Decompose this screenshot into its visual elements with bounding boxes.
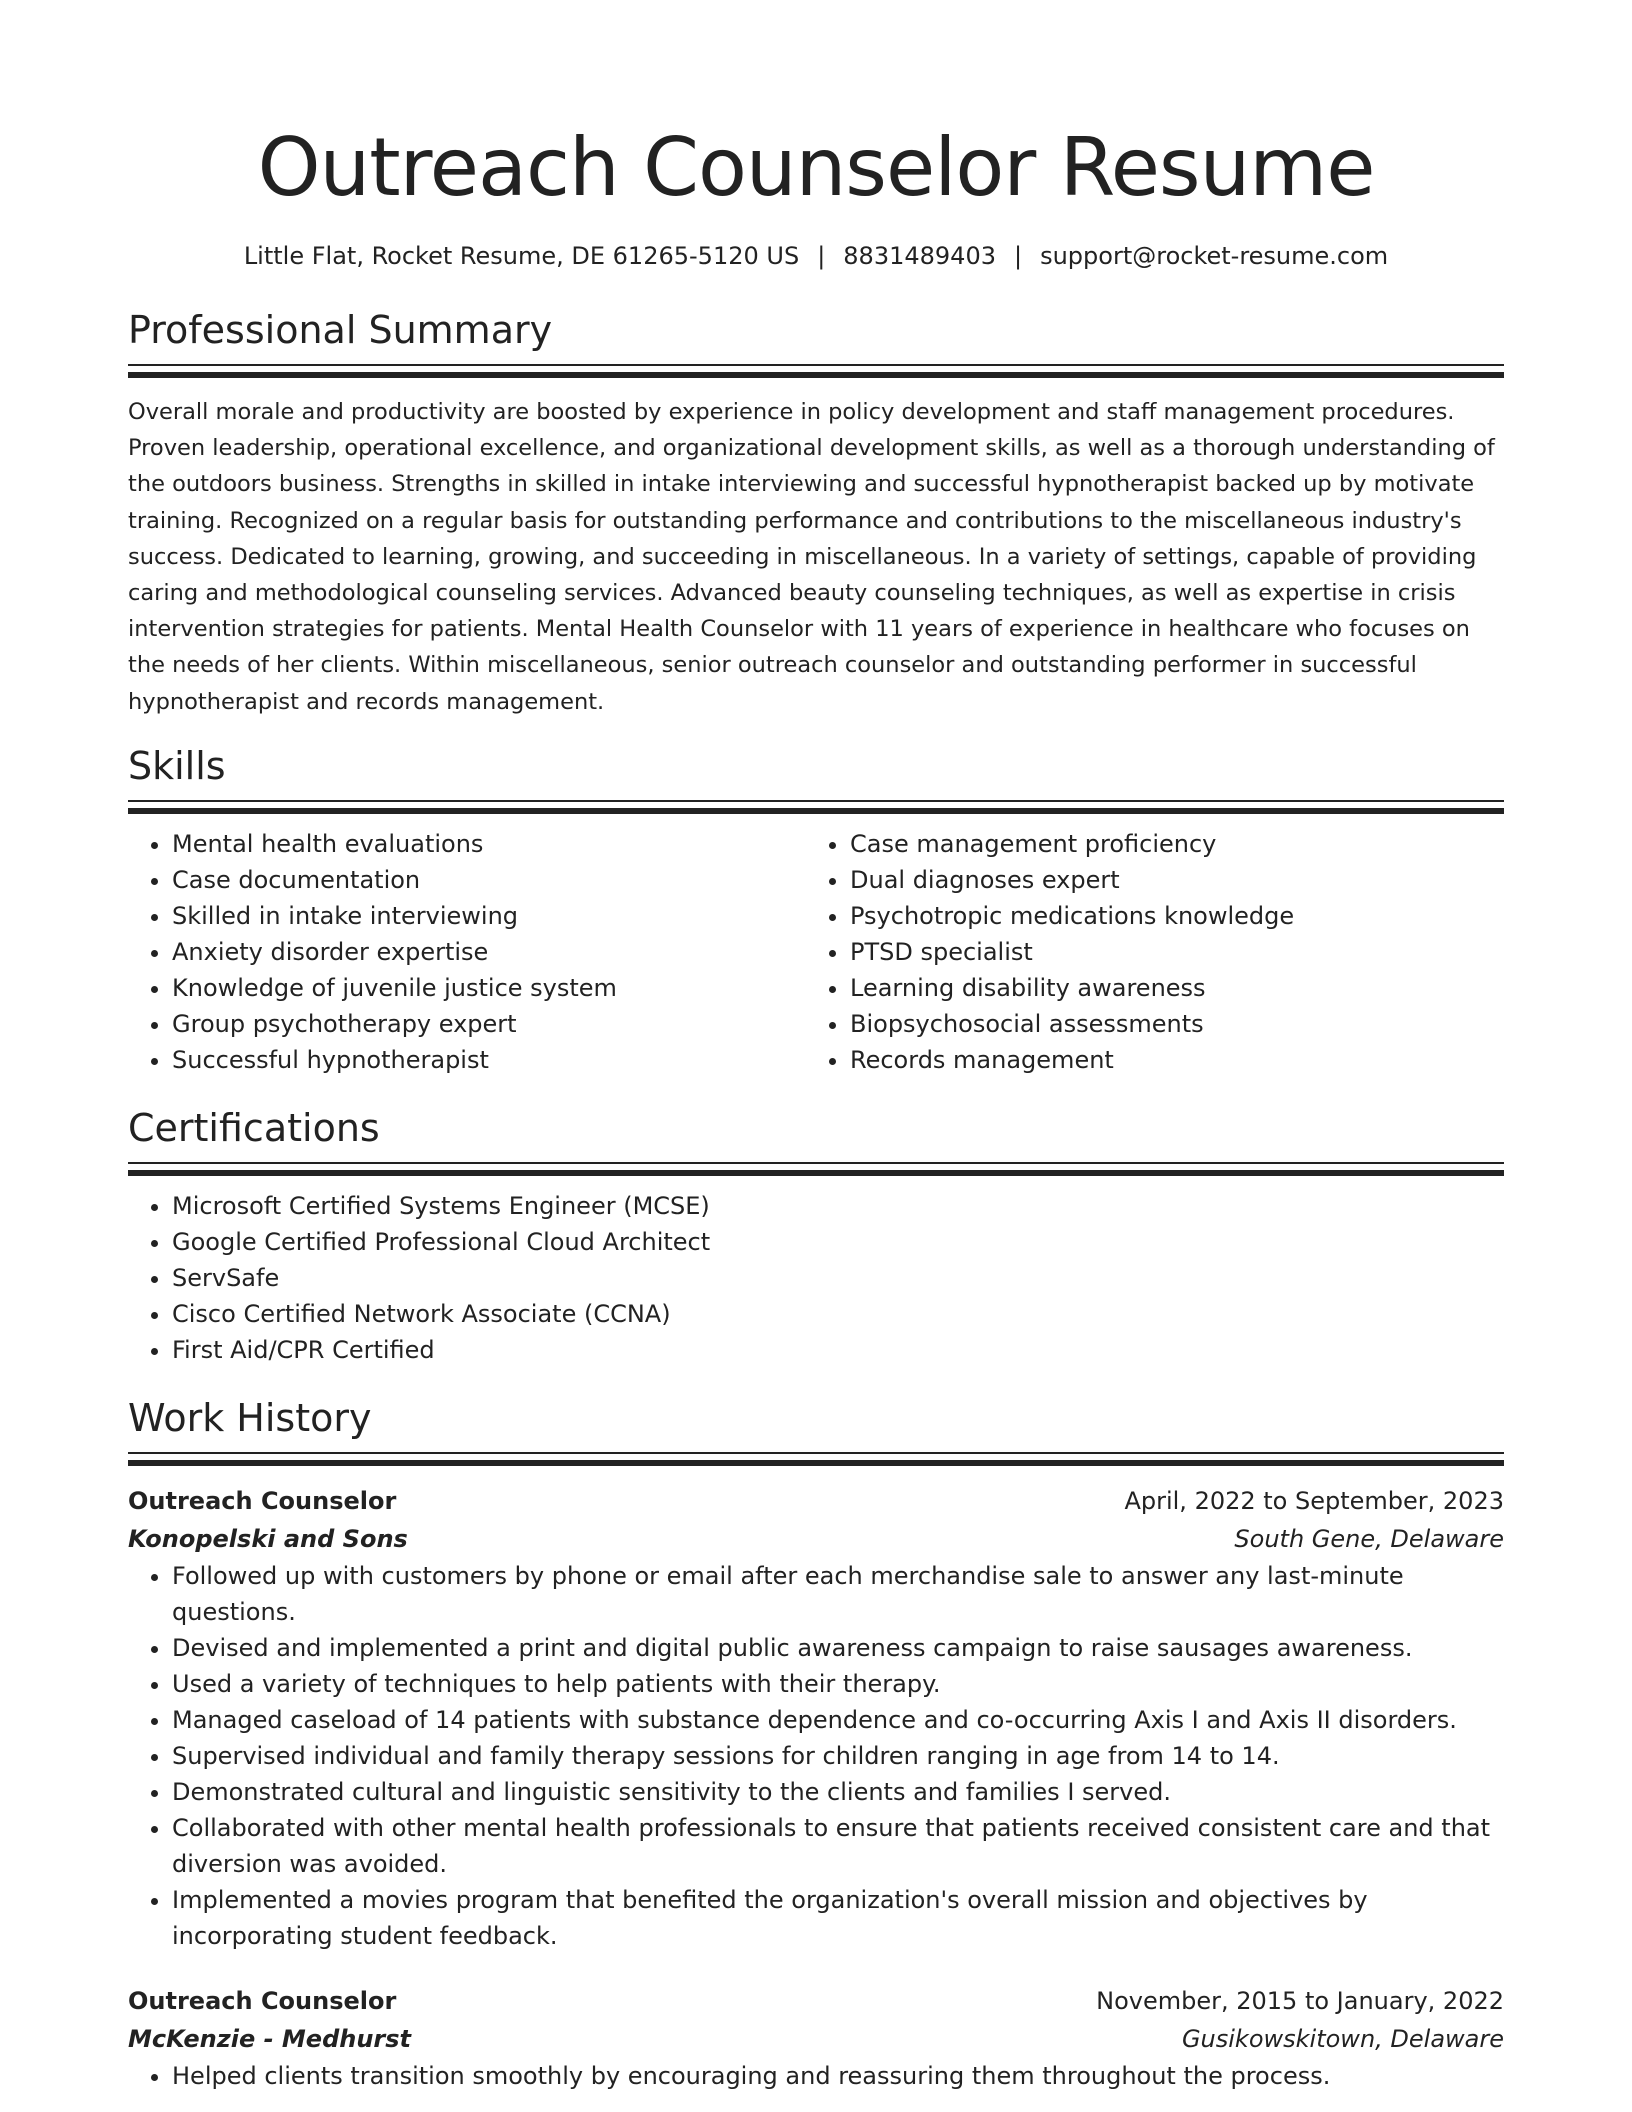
work-history-section: [128, 1394, 1504, 2094]
section-divider: [128, 1452, 1504, 1468]
job-location: South Gene, Delaware: [1234, 1524, 1504, 1553]
job-entry: [128, 1982, 1504, 2094]
section-divider: [128, 364, 1504, 380]
job-bullet: • Devised and implemented a print and digital public awareness campaign to raise sausages awareness.: [172, 1630, 1504, 1666]
job-bullet: • Supervised individual and family therapy sessions for children ranging in age from 14 to 14.: [172, 1738, 1504, 1774]
section-title: Skills: [128, 743, 226, 788]
job-location: Gusikowskitown, Delaware: [1181, 2024, 1504, 2053]
certification-item: • Microsoft Certified Systems Engineer (MCSE): [172, 1188, 1504, 1224]
job-bullets: [128, 2058, 1504, 2094]
contact-email: support@rocket-resume.com: [1040, 242, 1389, 270]
resume-title: Outreach Counselor Resume: [257, 121, 1375, 214]
skill-item: • Group psychotherapy expert: [172, 1006, 806, 1042]
skill-item: • Knowledge of juvenile justice system: [172, 970, 806, 1006]
skill-item: • Records management: [850, 1042, 1484, 1078]
skill-item: • PTSD specialist: [850, 934, 1484, 970]
job-entry: [128, 1482, 1504, 1954]
job-dates: November, 2015 to January, 2022: [1096, 1986, 1504, 2015]
job-title: Outreach Counselor: [128, 1486, 397, 1515]
summary-text: Overall morale and productivity are boosted by experience in policy development and staff management procedures. Proven leadership, operational excellence, and organizational development skills, as well as a thorough understanding of the outdoors business. Strengths in skilled in intake interviewing and successful hypnotherapist backed up by motivate training. Recognized on a regular basis for outstanding performance and contributions to the miscellaneous industry's success. Dedicated to learning, growing, and succeeding in miscellaneous. In a variety of settings, capable of providing caring and methodological counseling services. Advanced beauty counseling techniques, as well as expertise in crisis intervention strategies for patients. Mental Health Counselor with 11 years of experience in healthcare who focuses on the needs of her clients. Within miscellaneous, senior outreach counselor and outstanding performer in successful hypnotherapist and records management.: [128, 399, 1495, 715]
section-title: Professional Summary: [128, 308, 553, 352]
job-bullet: • Helped clients transition smoothly by encouraging and reassuring them throughout the process.: [172, 2058, 1504, 2094]
skill-item: • Psychotropic medications knowledge: [850, 898, 1484, 934]
job-company: McKenzie - Medhurst: [128, 2024, 412, 2053]
job-company: Konopelski and Sons: [128, 1524, 408, 1553]
section-title: Certifications: [128, 1105, 380, 1150]
section-divider: [128, 800, 1504, 816]
certification-item: • ServSafe: [172, 1260, 1504, 1296]
skill-item: • Mental health evaluations: [172, 826, 806, 862]
skill-item: • Case management proficiency: [850, 826, 1484, 862]
skills-column-right: [806, 826, 1484, 1078]
job-bullet: • Implemented a movies program that benefited the organization's overall mission and objectives by incorporating student feedback.: [172, 1882, 1504, 1954]
job-bullet: • Demonstrated cultural and linguistic sensitivity to the clients and families I served.: [172, 1774, 1504, 1810]
contact-separator: |: [817, 242, 826, 270]
skill-item: • Learning disability awareness: [850, 970, 1484, 1006]
job-bullet: • Used a variety of techniques to help patients with their therapy.: [172, 1666, 1504, 1702]
resume-page: [128, 0, 1504, 2094]
contact-address: Little Flat, Rocket Resume, DE 61265-5120 US: [243, 242, 800, 270]
job-title: Outreach Counselor: [128, 1986, 397, 2015]
job-subheader: [128, 1520, 1504, 1558]
job-bullet: • Collaborated with other mental health professionals to ensure that patients received consistent care and that diversion was avoided.: [172, 1810, 1504, 1882]
skills-column-left: [128, 826, 806, 1078]
job-subheader: [128, 2020, 1504, 2058]
skill-item: • Skilled in intake interviewing: [172, 898, 806, 934]
job-header: [128, 1982, 1504, 2020]
contact-phone: 8831489403: [843, 242, 996, 270]
job-bullet: • Managed caseload of 14 patients with substance dependence and co-occurring Axis I and Axis II disorders.: [172, 1702, 1504, 1738]
certifications-list: [128, 1188, 1504, 1368]
section-title: Work History: [128, 1395, 372, 1440]
skill-item: • Dual diagnoses expert: [850, 862, 1484, 898]
certification-item: • First Aid/CPR Certified: [172, 1332, 1504, 1368]
skills-section: [128, 742, 1504, 1078]
skill-item: • Anxiety disorder expertise: [172, 934, 806, 970]
contact-separator: |: [1013, 242, 1023, 270]
job-dates: April, 2022 to September, 2023: [1124, 1486, 1504, 1515]
job-bullets: [128, 1558, 1504, 1954]
certification-item: • Cisco Certified Network Associate (CCNA): [172, 1296, 1504, 1332]
certifications-section: [128, 1104, 1504, 1368]
section-divider: [128, 1162, 1504, 1178]
skill-item: • Successful hypnotherapist: [172, 1042, 806, 1078]
skill-item: • Case documentation: [172, 862, 806, 898]
skill-item: • Biopsychosocial assessments: [850, 1006, 1484, 1042]
contact-line: [128, 240, 1504, 272]
skills-grid: [128, 826, 1504, 1078]
certification-item: • Google Certified Professional Cloud Architect: [172, 1224, 1504, 1260]
job-header: [128, 1482, 1504, 1520]
summary-section: [128, 306, 1504, 720]
job-bullet: • Followed up with customers by phone or email after each merchandise sale to answer any last-minute questions.: [172, 1558, 1504, 1630]
